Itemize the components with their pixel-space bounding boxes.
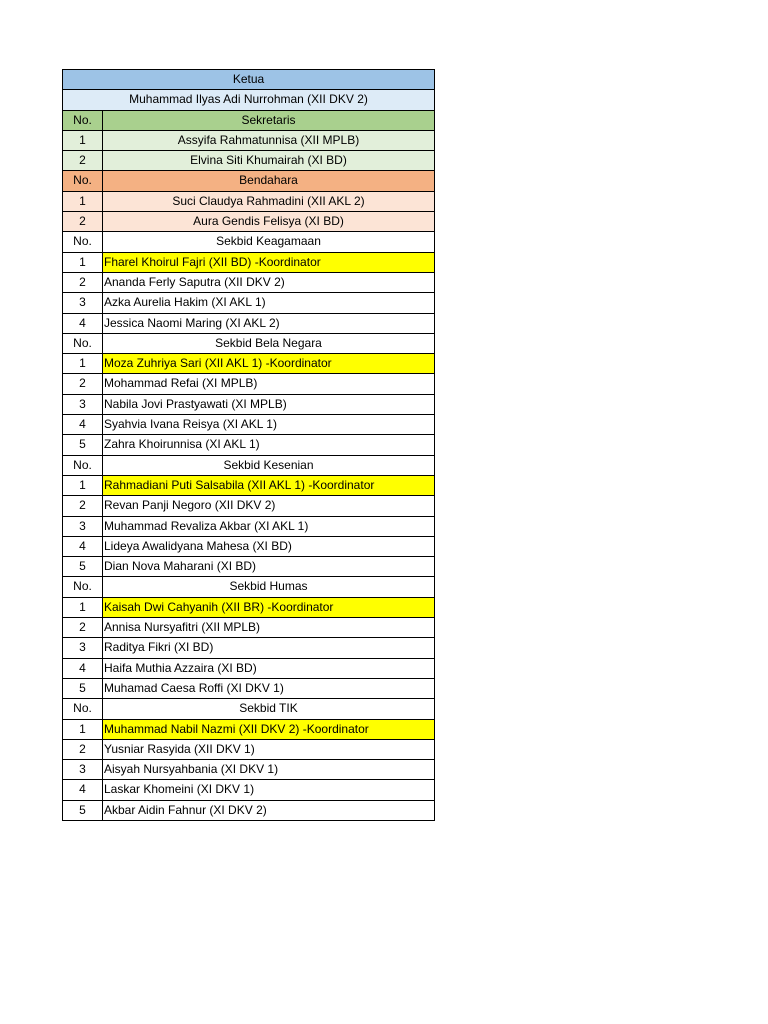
section-title: Sekbid Humas bbox=[103, 577, 435, 596]
section-title: Sekbid Kesenian bbox=[103, 456, 435, 475]
member-name: Moza Zuhriya Sari (XII AKL 1) -Koordinator bbox=[103, 354, 435, 373]
member-number: 3 bbox=[63, 293, 103, 312]
member-number: 4 bbox=[63, 780, 103, 799]
section-title: Sekbid Bela Negara bbox=[103, 334, 435, 353]
member-name: Lideya Awalidyana Mahesa (XI BD) bbox=[103, 537, 435, 556]
member-row bbox=[63, 131, 435, 151]
member-number: 5 bbox=[63, 557, 103, 576]
member-number: 4 bbox=[63, 659, 103, 678]
section-header-row bbox=[63, 334, 435, 354]
member-row bbox=[63, 273, 435, 293]
member-name: Ananda Ferly Saputra (XII DKV 2) bbox=[103, 273, 435, 292]
member-name: Yusniar Rasyida (XII DKV 1) bbox=[103, 740, 435, 759]
section-title: Bendahara bbox=[103, 171, 435, 190]
member-name: Mohammad Refai (XI MPLB) bbox=[103, 374, 435, 393]
section-title: Sekbid Keagamaan bbox=[103, 232, 435, 251]
ketua-name-row bbox=[63, 90, 435, 110]
member-number: 1 bbox=[63, 192, 103, 211]
number-column-header: No. bbox=[63, 171, 103, 190]
member-number: 1 bbox=[63, 476, 103, 495]
member-name: Nabila Jovi Prastyawati (XI MPLB) bbox=[103, 395, 435, 414]
number-column-header: No. bbox=[63, 232, 103, 251]
member-row bbox=[63, 314, 435, 334]
section-title: Sekbid TIK bbox=[103, 699, 435, 718]
member-number: 4 bbox=[63, 537, 103, 556]
member-number: 5 bbox=[63, 435, 103, 454]
section-header-row bbox=[63, 699, 435, 719]
member-name: Muhamad Caesa Roffi (XI DKV 1) bbox=[103, 679, 435, 698]
member-row bbox=[63, 801, 435, 821]
member-name: Elvina Siti Khumairah (XI BD) bbox=[103, 151, 435, 170]
member-row bbox=[63, 253, 435, 273]
member-row bbox=[63, 659, 435, 679]
number-column-header: No. bbox=[63, 577, 103, 596]
member-row bbox=[63, 374, 435, 394]
member-row bbox=[63, 618, 435, 638]
member-row bbox=[63, 293, 435, 313]
member-name: Laskar Khomeini (XI DKV 1) bbox=[103, 780, 435, 799]
member-row bbox=[63, 496, 435, 516]
ketua-title: Ketua bbox=[63, 70, 435, 89]
member-number: 5 bbox=[63, 801, 103, 820]
member-name: Assyifa Rahmatunnisa (XII MPLB) bbox=[103, 131, 435, 150]
member-name: Rahmadiani Puti Salsabila (XII AKL 1) -Koordinator bbox=[103, 476, 435, 495]
member-row bbox=[63, 192, 435, 212]
member-number: 3 bbox=[63, 638, 103, 657]
member-number: 2 bbox=[63, 496, 103, 515]
member-number: 2 bbox=[63, 212, 103, 231]
member-row bbox=[63, 151, 435, 171]
organization-table bbox=[62, 69, 435, 821]
member-name: Haifa Muthia Azzaira (XI BD) bbox=[103, 659, 435, 678]
member-number: 3 bbox=[63, 395, 103, 414]
member-name: Muhammad Nabil Nazmi (XII DKV 2) -Koordinator bbox=[103, 720, 435, 739]
member-number: 3 bbox=[63, 517, 103, 536]
section-header-row bbox=[63, 111, 435, 131]
member-name: Suci Claudya Rahmadini (XII AKL 2) bbox=[103, 192, 435, 211]
member-name: Akbar Aidin Fahnur (XI DKV 2) bbox=[103, 801, 435, 820]
member-row bbox=[63, 435, 435, 455]
member-row bbox=[63, 517, 435, 537]
member-number: 1 bbox=[63, 720, 103, 739]
member-row bbox=[63, 638, 435, 658]
member-row bbox=[63, 415, 435, 435]
member-name: Jessica Naomi Maring (XI AKL 2) bbox=[103, 314, 435, 333]
number-column-header: No. bbox=[63, 456, 103, 475]
number-column-header: No. bbox=[63, 699, 103, 718]
member-number: 2 bbox=[63, 618, 103, 637]
member-row bbox=[63, 395, 435, 415]
ketua-header-row bbox=[63, 70, 435, 90]
member-number: 1 bbox=[63, 253, 103, 272]
member-name: Fharel Khoirul Fajri (XII BD) -Koordinator bbox=[103, 253, 435, 272]
member-name: Aisyah Nursyahbania (XI DKV 1) bbox=[103, 760, 435, 779]
section-title: Sekretaris bbox=[103, 111, 435, 130]
member-row bbox=[63, 760, 435, 780]
ketua-name: Muhammad Ilyas Adi Nurrohman (XII DKV 2) bbox=[63, 90, 435, 109]
member-row bbox=[63, 720, 435, 740]
member-number: 1 bbox=[63, 354, 103, 373]
section-header-row bbox=[63, 456, 435, 476]
member-row bbox=[63, 537, 435, 557]
member-row bbox=[63, 679, 435, 699]
member-row bbox=[63, 780, 435, 800]
member-number: 5 bbox=[63, 679, 103, 698]
number-column-header: No. bbox=[63, 111, 103, 130]
member-name: Kaisah Dwi Cahyanih (XII BR) -Koordinator bbox=[103, 598, 435, 617]
member-name: Aura Gendis Felisya (XI BD) bbox=[103, 212, 435, 231]
member-row bbox=[63, 354, 435, 374]
member-number: 1 bbox=[63, 598, 103, 617]
member-number: 4 bbox=[63, 415, 103, 434]
member-name: Annisa Nursyafitri (XII MPLB) bbox=[103, 618, 435, 637]
member-name: Muhammad Revaliza Akbar (XI AKL 1) bbox=[103, 517, 435, 536]
section-header-row bbox=[63, 577, 435, 597]
number-column-header: No. bbox=[63, 334, 103, 353]
member-name: Azka Aurelia Hakim (XI AKL 1) bbox=[103, 293, 435, 312]
member-row bbox=[63, 740, 435, 760]
member-name: Revan Panji Negoro (XII DKV 2) bbox=[103, 496, 435, 515]
member-number: 2 bbox=[63, 374, 103, 393]
member-name: Raditya Fikri (XI BD) bbox=[103, 638, 435, 657]
member-number: 2 bbox=[63, 151, 103, 170]
member-number: 1 bbox=[63, 131, 103, 150]
section-header-row bbox=[63, 232, 435, 252]
member-row bbox=[63, 476, 435, 496]
member-number: 2 bbox=[63, 273, 103, 292]
member-number: 4 bbox=[63, 314, 103, 333]
member-row bbox=[63, 557, 435, 577]
member-name: Syahvia Ivana Reisya (XI AKL 1) bbox=[103, 415, 435, 434]
member-row bbox=[63, 598, 435, 618]
member-row bbox=[63, 212, 435, 232]
member-name: Zahra Khoirunnisa (XI AKL 1) bbox=[103, 435, 435, 454]
section-header-row bbox=[63, 171, 435, 191]
member-number: 3 bbox=[63, 760, 103, 779]
member-number: 2 bbox=[63, 740, 103, 759]
member-name: Dian Nova Maharani (XI BD) bbox=[103, 557, 435, 576]
